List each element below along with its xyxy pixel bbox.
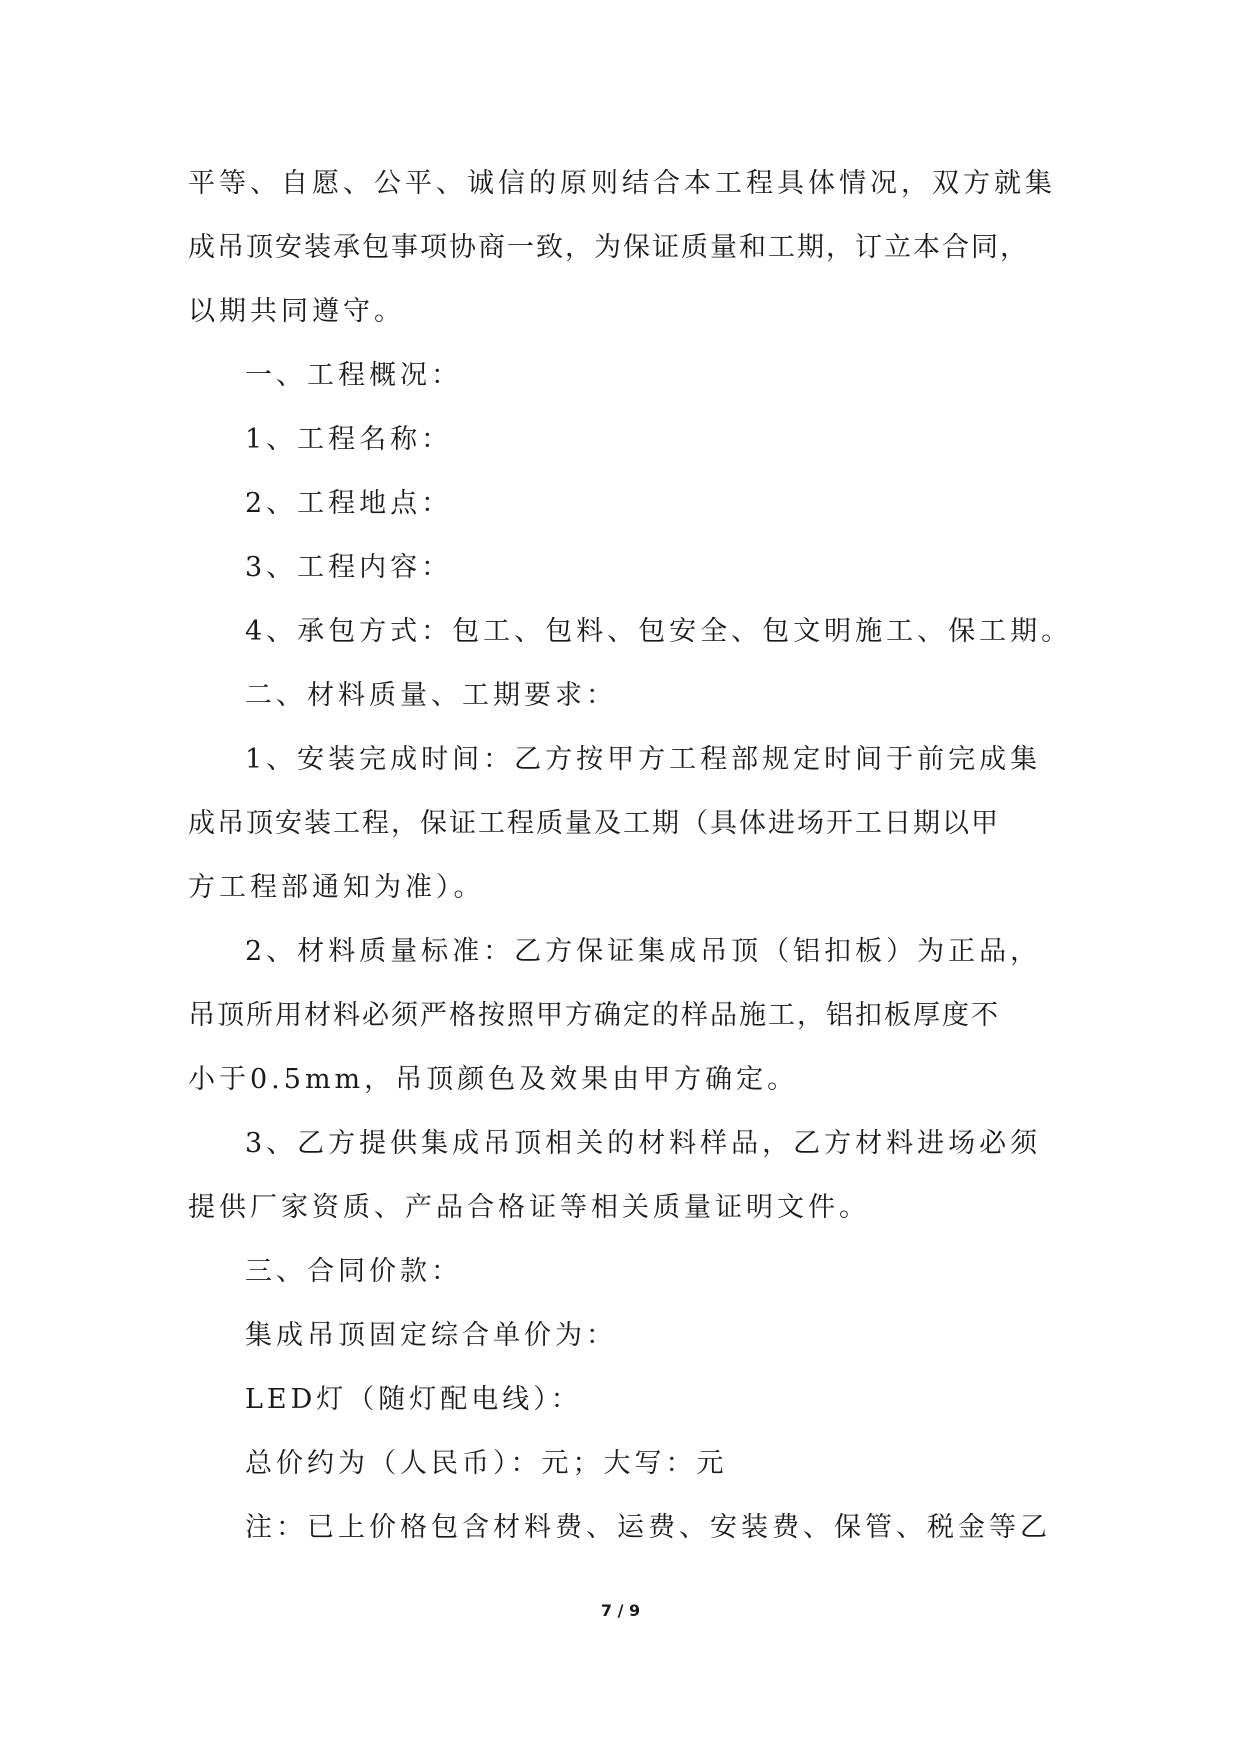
text-line: 三、合同价款： <box>245 1256 462 1287</box>
text-line: 二、材料质量、工期要求： <box>245 680 617 711</box>
text-line: 成吊顶安装承包事项协商一致，为保证质量和工期，订立本合同， <box>188 232 1029 263</box>
text-line: 方工程部通知为准）。 <box>188 872 485 903</box>
text-line: 1、安装完成时间：乙方按甲方工程部规定时间于前完成集 <box>245 744 1042 775</box>
text-line: LED灯（随灯配电线）： <box>245 1384 582 1415</box>
text-line: 总价约为（人民币）：元；大写：元 <box>245 1448 728 1479</box>
text-line: 2、工程地点： <box>245 488 453 519</box>
text-line: 3、乙方提供集成吊顶相关的材料样品，乙方材料进场必须 <box>245 1128 1042 1159</box>
text-line: 集成吊顶固定综合单价为： <box>245 1320 617 1351</box>
text-line: 吊顶所用材料必须严格按照甲方确定的样品施工，铝扣板厚度不 <box>188 1000 1000 1031</box>
text-line: 一、工程概况： <box>245 360 462 391</box>
text-line: 小于0.5mm，吊顶颜色及效果由甲方确定。 <box>188 1064 799 1095</box>
text-line: 注：已上价格包含材料费、运费、安装费、保管、税金等乙 <box>245 1512 1051 1543</box>
page-number: 7 / 9 <box>600 1601 641 1620</box>
text-line: 4、承包方式：包工、包料、包安全、包文明施工、保工期。 <box>245 616 1073 647</box>
text-line: 以期共同遵守。 <box>188 296 405 327</box>
text-line: 1、工程名称： <box>245 424 453 455</box>
document-body <box>188 152 1073 1560</box>
text-line: 3、工程内容： <box>245 552 453 583</box>
text-line: 2、材料质量标准：乙方保证集成吊顶（铝扣板）为正品， <box>245 936 1042 967</box>
text-line: 平等、自愿、公平、诚信的原则结合本工程具体情况，双方就集 <box>188 168 1056 199</box>
text-line: 提供厂家资质、产品合格证等相关质量证明文件。 <box>188 1192 870 1223</box>
text-line: 成吊顶安装工程，保证工程质量及工期（具体进场开工日期以甲 <box>188 808 1000 839</box>
